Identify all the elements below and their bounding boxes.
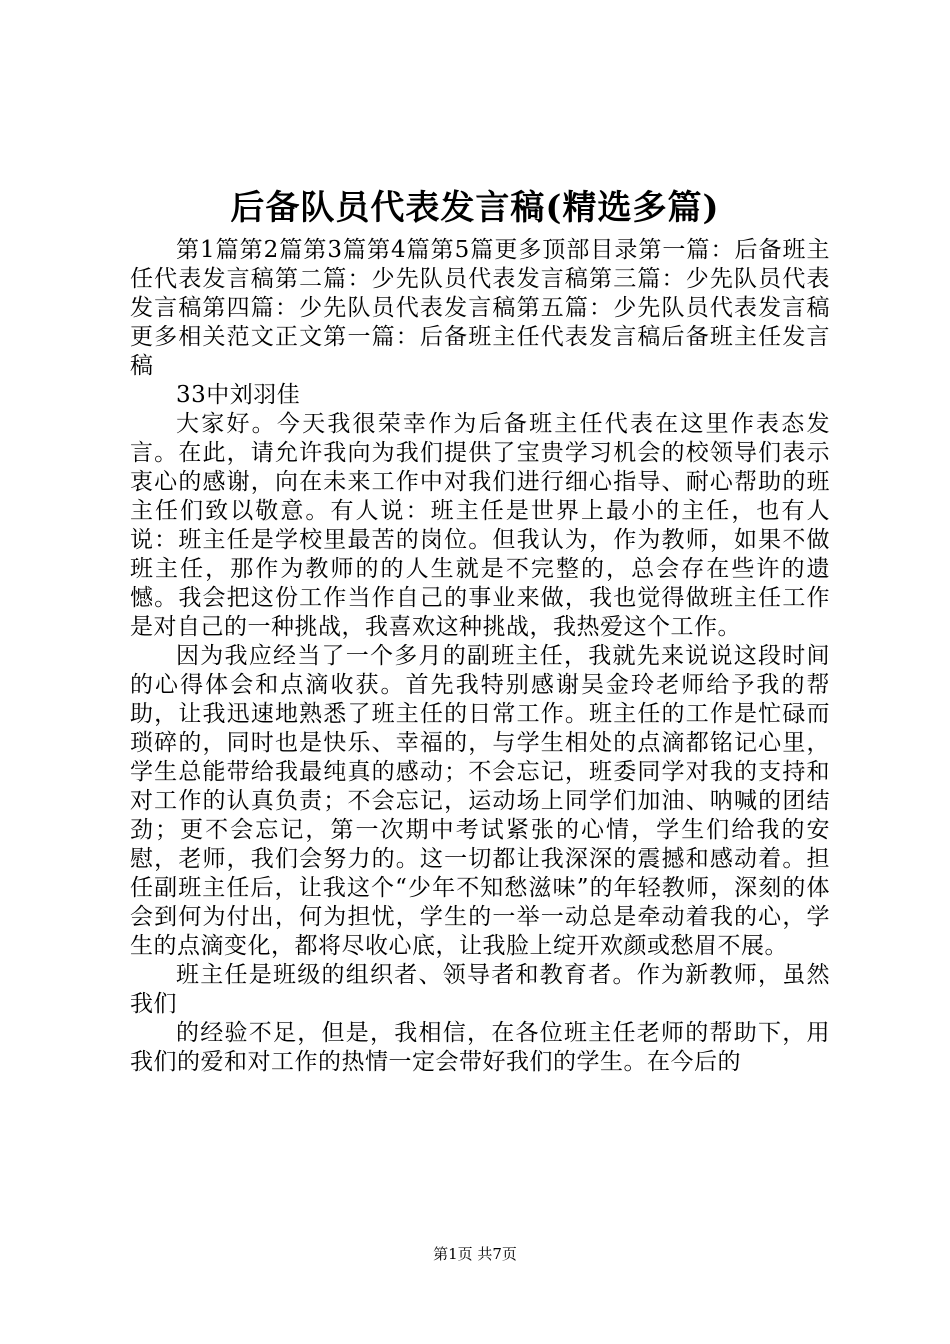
body-paragraph: 班主任是班级的组织者、领导者和教育者。作为新教师，虽然我们 [130,962,830,1017]
table-of-contents-paragraph: 第1篇第2篇第3篇第4篇第5篇更多顶部目录第一篇：后备班主任代表发言稿第二篇：少先队员代表发言稿第三篇：少先队员代表发言稿第四篇：少先队员代表发言稿第五篇：少先队员代表发言稿更多相关范文正文第一篇：后备班主任代表发言稿后备班主任发言稿 [130,237,830,379]
body-paragraph: 大家好。今天我很荣幸作为后备班主任代表在这里作表态发言。在此，请允许我向为我们提供了宝贵学习机会的校领导们表示衷心的感谢，向在未来工作中对我们进行细心指导、耐心帮助的班主任们致以敬意。有人说：班主任是世界上最小的主任，也有人说：班主任是学校里最苦的岗位。但我认为，作为教师，如果不做班主任，那作为教师的的人生就是不完整的，总会存在些许的遗憾。我会把这份工作当作自己的事业来做，我也觉得做班主任工作是对自己的一种挑战，我喜欢这种挑战，我热爱这个工作。 [130,411,830,640]
document-body [130,236,830,1077]
page-number-footer: 第1页 共7页 [433,1245,517,1263]
author-line: 33中刘羽佳 [176,382,301,408]
body-paragraph: 的经验不足，但是，我相信，在各位班主任老师的帮助下，用我们的爱和对工作的热情一定会带好我们的学生。在今后的 [130,1020,830,1075]
body-paragraph: 因为我应经当了一个多月的副班主任，我就先来说说这段时间的心得体会和点滴收获。首先我特别感谢吴金玲老师给予我的帮助，让我迅速地熟悉了班主任的日常工作。班主任的工作是忙碌而琐碎的，同时也是快乐、幸福的，与学生相处的点滴都铭记心里，学生总能带给我最纯真的感动；不会忘记，班委同学对我的支持和对工作的认真负责；不会忘记，运动场上同学们加油、呐喊的团结劲；更不会忘记，第一次期中考试紧张的心情，学生们给我的安慰，老师，我们会努力的。这一切都让我深深的震撼和感动着。担任副班主任后，让我这个“少年不知愁滋味”的年轻教师，深刻的体会到何为付出，何为担忧，学生的一举一动总是牵动着我的心，学生的点滴变化，都将尽收心底，让我脸上绽开欢颜或愁眉不展。 [130,643,830,959]
document-title: 后备队员代表发言稿(精选多篇) [230,188,720,228]
